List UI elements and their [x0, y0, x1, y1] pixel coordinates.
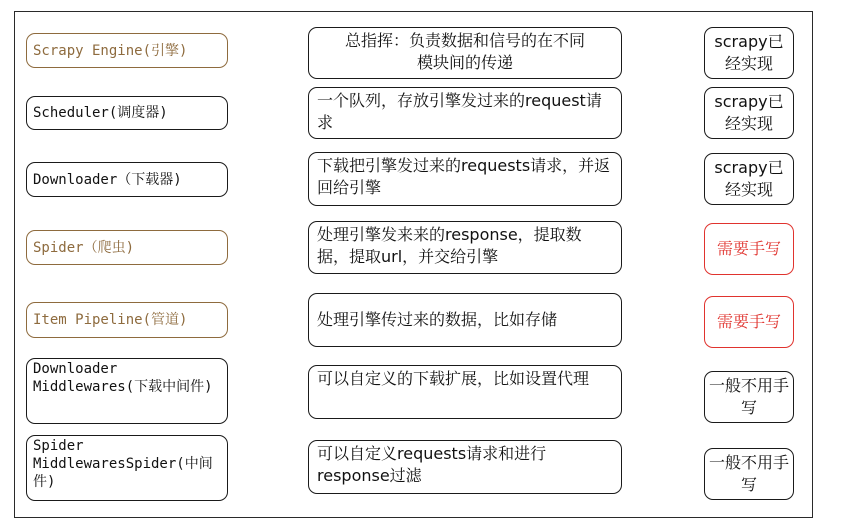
component-description-downloader: 下载把引擎发过来的requests请求，并返回给引擎 [308, 152, 622, 206]
component-name-spider-middlewares: Spider MiddlewaresSpider(中间件) [26, 435, 228, 501]
component-description-downloader-middlewares: 可以自定义的下载扩展，比如设置代理 [308, 365, 622, 419]
component-status-downloader: scrapy已经实现 [704, 153, 794, 205]
component-status-spider: 需要手写 [704, 223, 794, 275]
component-description-scrapy-engine: 总指挥：负责数据和信号的在不同 模块间的传递 [308, 27, 622, 79]
component-status-item-pipeline: 需要手写 [704, 296, 794, 348]
component-name-downloader-middlewares: Downloader Middlewares(下载中间件) [26, 358, 228, 424]
component-name-scheduler: Scheduler(调度器) [26, 96, 228, 130]
component-name-spider: Spider（爬虫) [26, 230, 228, 265]
component-status-downloader-middlewares: 一般不用手写 [704, 371, 794, 423]
component-status-scheduler: scrapy已经实现 [704, 87, 794, 139]
component-description-spider: 处理引擎发来来的response，提取数据，提取url，并交给引擎 [308, 221, 622, 274]
component-status-spider-middlewares: 一般不用手写 [704, 448, 794, 500]
component-status-scrapy-engine: scrapy已经实现 [704, 27, 794, 79]
component-description-item-pipeline: 处理引擎传过来的数据，比如存储 [308, 293, 622, 347]
component-name-downloader: Downloader（下载器) [26, 162, 228, 197]
component-description-scheduler: 一个队列，存放引擎发过来的request请求 [308, 87, 622, 139]
component-name-item-pipeline: Item Pipeline(管道) [26, 302, 228, 338]
component-description-spider-middlewares: 可以自定义requests请求和进行response过滤 [308, 440, 622, 494]
component-name-scrapy-engine: Scrapy Engine(引擎) [26, 33, 228, 68]
